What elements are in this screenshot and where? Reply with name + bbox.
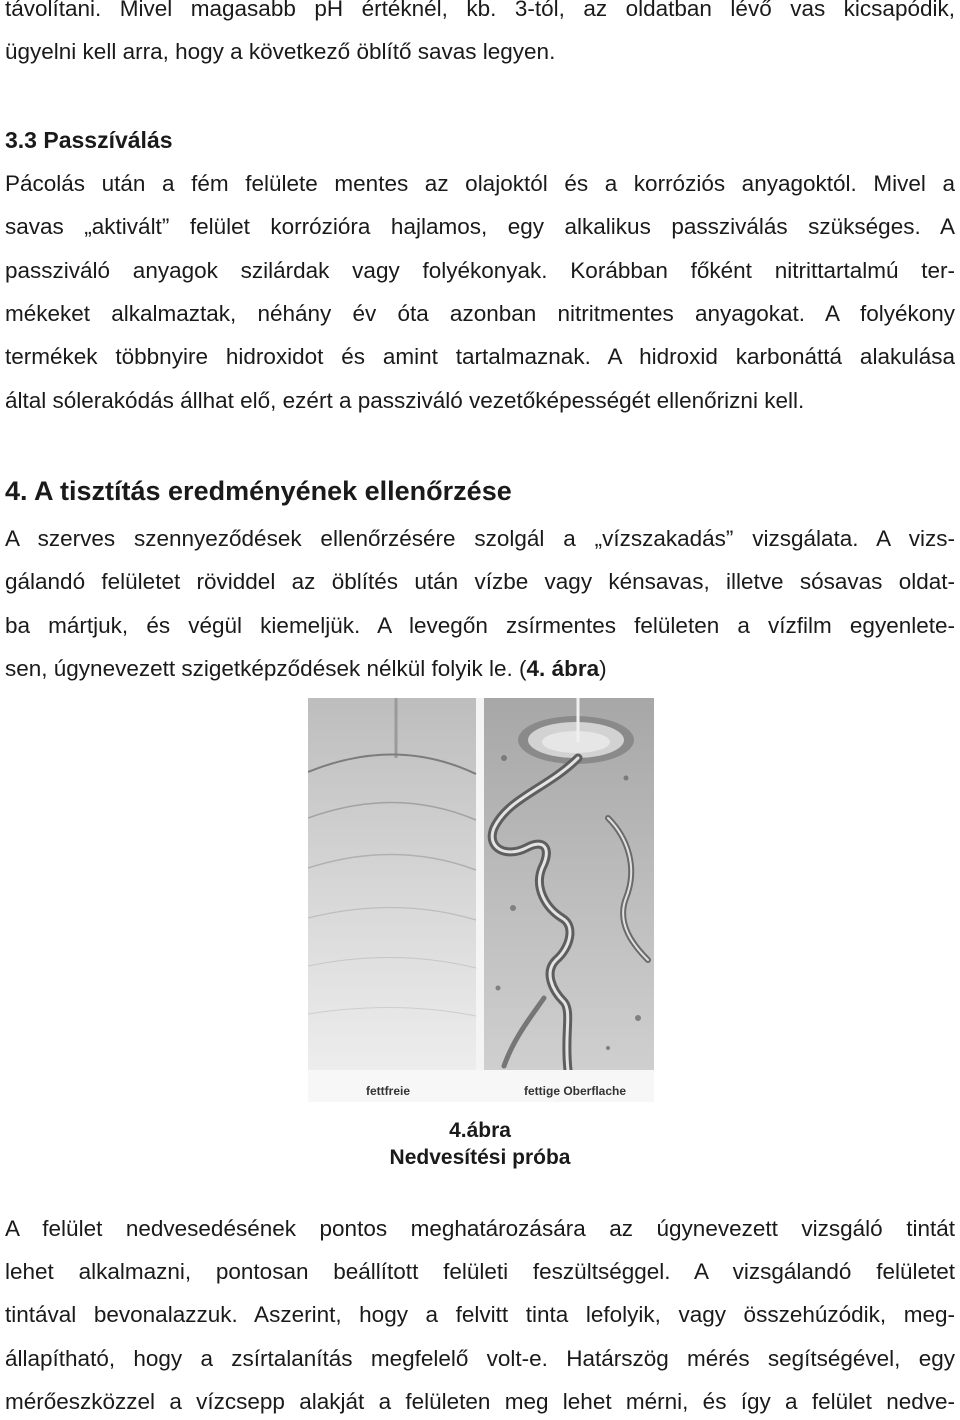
- paragraph-line: A felület nedvesedésének pontos meghatározására az úgynevezett vizsgáló tintát: [5, 1216, 955, 1241]
- paragraph-line: ba mártjuk, és végül kiemeljük. A levegőn zsírmentes felületen a vízfilm egyenlete-: [5, 613, 955, 638]
- paragraph-line: savas „aktivált” felület korrózióra hajlamos, egy alkalikus passziválás szükséges. A: [5, 214, 955, 239]
- paragraph-line: mékeket alkalmaztak, néhány év óta azonban nitritmentes anyagokat. A folyékony: [5, 301, 955, 326]
- paragraph-line: gálandó felületet röviddel az öblítés után vízbe vagy kénsavas, illetve sósavas oldat-: [5, 569, 955, 594]
- grease-free-panel: [308, 698, 476, 1070]
- paragraph-line: A szerves szennyeződések ellenőrzésére szolgál a „vízszakadás” vizsgálata. A vizs-: [5, 526, 955, 551]
- figure-caption-title: Nedvesítési próba: [389, 1146, 571, 1169]
- paragraph-text: ): [599, 656, 607, 681]
- paragraph-line: tintával bevonalazzuk. Aszerint, hogy a felvitt tinta lefolyik, vagy összehúzódik, meg-: [5, 1302, 955, 1327]
- paragraph-line: [5, 654, 607, 684]
- paragraph-line: Pácolás után a fém felülete mentes az olajoktól és a korróziós anyagoktól. Mivel a: [5, 171, 955, 196]
- wetting-test-photo: [308, 698, 654, 1102]
- section-heading: 4. A tisztítás eredményének ellenőrzése: [5, 476, 512, 506]
- figure-label-left: fettfreie: [366, 1084, 411, 1098]
- paragraph-text: sen, úgynevezett szigetképződések nélkül folyik le. (: [5, 656, 527, 681]
- greasy-panel: [484, 698, 654, 1070]
- section-heading: 3.3 Passzíválás: [5, 127, 173, 153]
- figure-caption-number: 4.ábra: [449, 1119, 511, 1142]
- paragraph-line: mérőeszközzel a vízcsepp alakját a felületen meg lehet mérni, és így a felület nedve-: [5, 1389, 955, 1414]
- paragraph-line: távolítani. Mivel magasabb pH értéknél, kb. 3-tól, az oldatban lévő vas kicsapódik,: [5, 0, 955, 21]
- paragraph-line: állapítható, hogy a zsírtalanítás megfelelő volt-e. Határszög mérés segítségével, egy: [5, 1346, 955, 1371]
- paragraph-line: által sólerakódás állhat elő, ezért a passziváló vezetőképességét ellenőrizni kell.: [5, 388, 805, 413]
- figure-reference: 4. ábra: [526, 656, 600, 681]
- paragraph-line: termékek többnyire hidroxidot és amint tartalmaznak. A hidroxid karbonáttá alakulása: [5, 344, 955, 369]
- paragraph-line: lehet alkalmazni, pontosan beállított felületi feszültséggel. A vizsgálandó felületet: [5, 1259, 955, 1284]
- figure-label-right: fettige Oberflache: [524, 1084, 627, 1098]
- wetting-test-figure: [308, 698, 654, 1102]
- paragraph-line: ügyelni kell arra, hogy a következő öblítő savas legyen.: [5, 39, 556, 64]
- paragraph-line: passziváló anyagok szilárdak vagy folyékonyak. Korábban főként nitrittartalmú ter-: [5, 258, 955, 283]
